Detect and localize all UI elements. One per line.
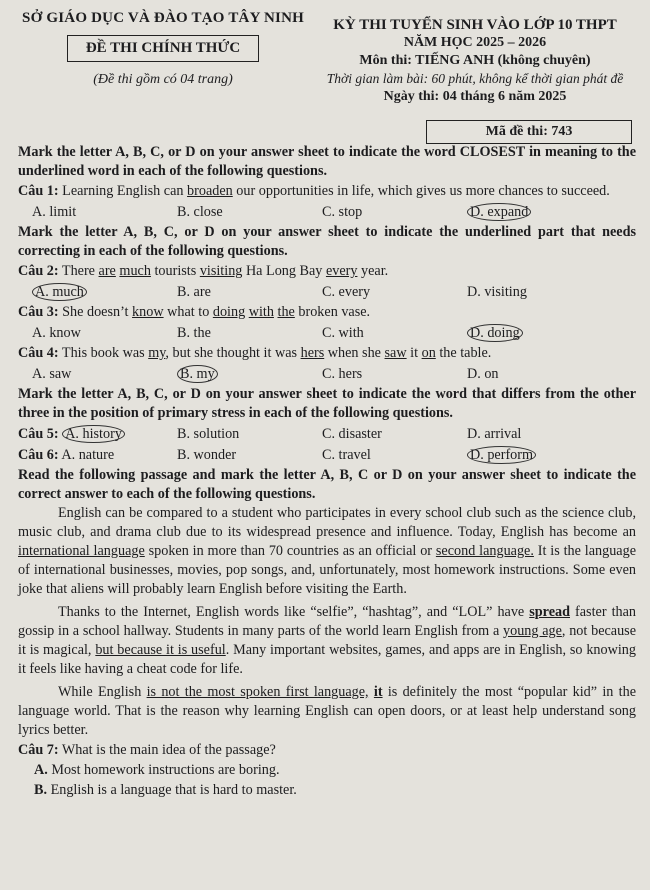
question-label: Câu 4: <box>18 345 59 361</box>
option-b: B. close <box>177 204 223 220</box>
question-3: Câu 3: She doesn’t know what to doing with the broken vase. <box>18 304 371 320</box>
question-4: Câu 4: This book was my, but she thought it was hers when she saw it on the table. <box>18 345 492 361</box>
passage-paragraph-3: While English is not the most spoken first language, it is definitely the most “popular kid” in the language world. That is the reason why learning English can open doors, or at least help understand song lyrics better. <box>18 684 636 738</box>
answer-circle: A. much <box>32 283 87 301</box>
question-label: Câu 2: <box>18 263 59 279</box>
option-c: C. hers <box>322 366 363 382</box>
answer-circle: A. history <box>62 425 125 443</box>
question-7-answer-b: B. English is a language that is hard to master. <box>34 782 297 798</box>
exam-title: KỲ THI TUYỂN SINH VÀO LỚP 10 THPT <box>333 17 617 33</box>
question-1: Câu 1: Learning English can broaden our opportunities in life, which gives us more chances to succeed. <box>18 183 610 199</box>
option-a: A. limit <box>32 204 77 220</box>
answer-circle: D. doing <box>467 324 523 342</box>
option-a: Câu 6: A. nature <box>18 447 115 463</box>
question-label: Câu 3: <box>18 304 59 320</box>
option-c: C. stop <box>322 204 363 220</box>
section-3-instruction: Mark the letter A, B, C, or D on your answer sheet to indicate the word that differs from the other three in the position of primary stress in each of the following questions. <box>18 386 636 421</box>
option-d <box>453 446 598 465</box>
answer-circle: D. expand <box>467 203 531 221</box>
question-4-options <box>18 365 636 384</box>
section-2-instruction: Mark the letter A, B, C, or D on your answer sheet to indicate the underlined part that needs correcting in each of the following questions. <box>18 224 636 259</box>
option-c: C. disaster <box>322 426 382 442</box>
question-7: Câu 7: What is the main idea of the passage? <box>18 742 276 758</box>
question-5 <box>18 425 636 444</box>
header-right <box>300 16 650 106</box>
question-7-answer-a: A. Most homework instructions are boring. <box>34 762 280 778</box>
official-exam-label: ĐỀ THI CHÍNH THỨC <box>67 35 259 62</box>
exam-header <box>0 0 650 110</box>
passage-paragraph-1: English can be compared to a student who participates in every school club such as the science club, music club, and drama club due to its widespread presence and influence. Today, English has become an international language spoken in more than 70 countries as an official or second language. It is the language of international businesses, movies, pop songs, and, unfortunately, most homework instructions. Some even joke that aliens will probably learn English before visiting the Earth. <box>18 505 636 597</box>
question-label: Câu 1: <box>18 183 59 199</box>
question-label: Câu 6: <box>18 447 59 463</box>
section-1-instruction: Mark the letter A, B, C, or D on your answer sheet to indicate the word CLOSEST in meaning to the underlined word in each of the following questions. <box>18 144 636 179</box>
question-label: Câu 5: <box>18 426 59 442</box>
option-d <box>453 324 598 343</box>
option-d <box>453 203 598 222</box>
time-note: Thời gian làm bài: 60 phút, không kể thời gian phát đề <box>326 71 624 86</box>
option-a: A. know <box>32 325 81 341</box>
exam-date: Ngày thi: 04 tháng 6 năm 2025 <box>383 89 567 104</box>
option-b: B. the <box>177 325 211 341</box>
option-b <box>163 365 308 384</box>
option-b: B. solution <box>177 426 240 442</box>
option-c: C. travel <box>322 447 371 463</box>
department-name: SỞ GIÁO DỤC VÀ ĐÀO TẠO TÂY NINH <box>22 10 304 26</box>
header-left <box>18 10 308 88</box>
exam-content <box>18 143 636 801</box>
option-a <box>18 425 163 444</box>
subject: Môn thi: TIẾNG ANH (không chuyên) <box>359 53 591 68</box>
question-6 <box>18 446 636 465</box>
option-d: D. arrival <box>467 426 522 442</box>
option-a <box>18 283 163 302</box>
underlined-word: broaden <box>187 183 233 199</box>
option-c: C. every <box>322 284 371 300</box>
question-3-options <box>18 324 636 343</box>
answer-circle: B. my <box>177 365 218 383</box>
option-b: B. wonder <box>177 447 237 463</box>
option-d: D. on <box>467 366 499 382</box>
option-c: C. with <box>322 325 364 341</box>
section-4-instruction: Read the following passage and mark the letter A, B, C or D on your answer sheet to indicate the correct answer to each of the following questions. <box>18 467 636 502</box>
question-1-options <box>18 203 636 222</box>
question-2-options <box>18 283 636 302</box>
option-a: A. saw <box>32 366 72 382</box>
option-d: D. visiting <box>467 284 527 300</box>
school-year: NĂM HỌC 2025 – 2026 <box>403 35 547 50</box>
reading-passage <box>18 504 636 740</box>
page-count-note: (Đề thi gồm có 04 trang) <box>93 72 233 87</box>
question-2: Câu 2: There are much tourists visiting Ha Long Bay every year. <box>18 263 389 279</box>
exam-code-box: Mã đề thi: 743 <box>426 120 632 144</box>
question-label: Câu 7: <box>18 742 59 758</box>
passage-paragraph-2: Thanks to the Internet, English words like “selfie”, “hashtag”, and “LOL” have spread faster than gossip in a school hallway. Students in many parts of the world learn English from a young age, not because it is magical, but because it is useful. Many important websites, games, and apps are in English, so knowing it feels like having a cheat code for life. <box>18 604 636 677</box>
answer-circle: D. perform <box>467 446 536 464</box>
option-b: B. are <box>177 284 211 300</box>
